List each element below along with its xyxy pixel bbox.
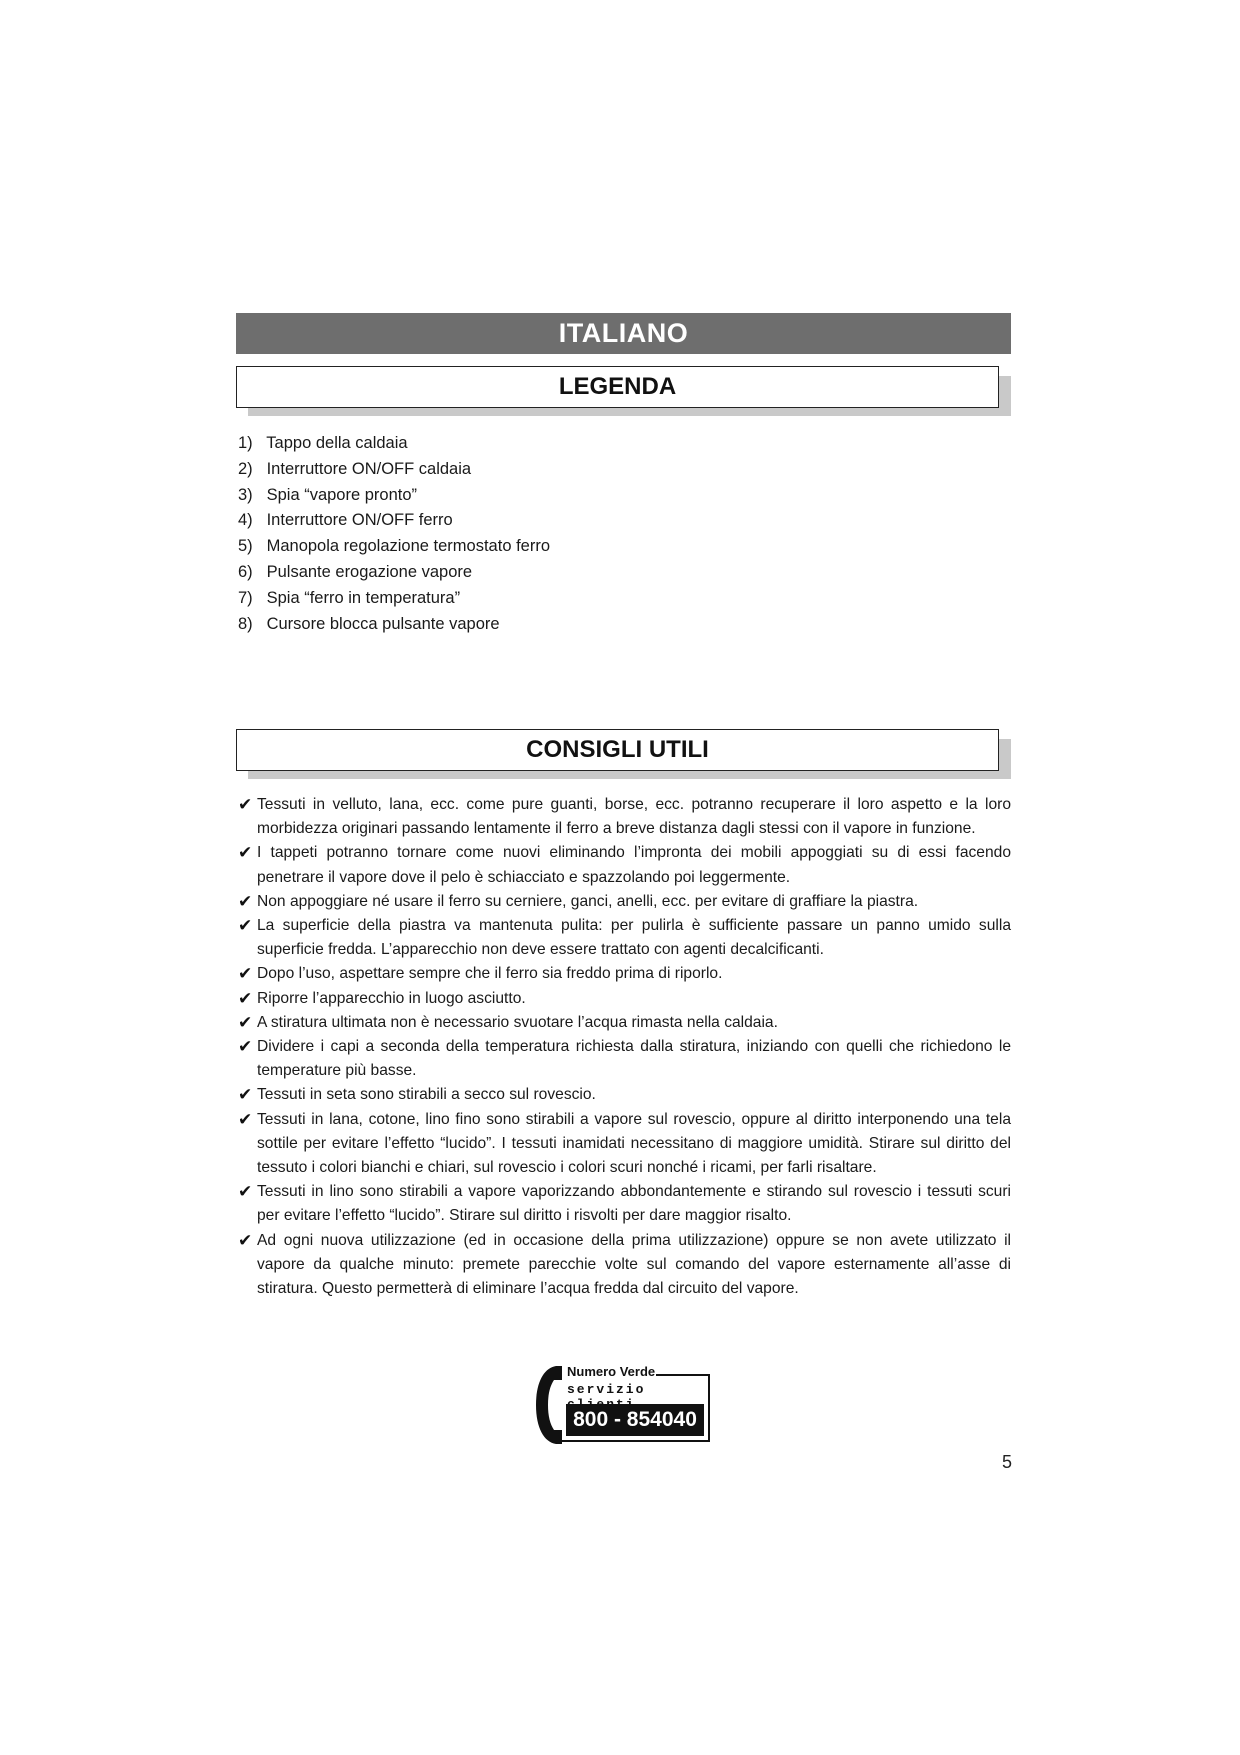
check-icon: ✔ <box>238 916 253 936</box>
check-icon: ✔ <box>238 1230 253 1250</box>
legend-list <box>238 431 550 637</box>
tip-text: Tessuti in lino sono stirabili a vapore vaporizzando abbondantemente e stirando sul rovescio i tessuti scuri per evitare l’effetto “lucido”. Stirare sul diritto i risvolti per dare maggior risalto. <box>257 1183 1011 1225</box>
hotline-title: Numero Verde <box>567 1364 656 1379</box>
legend-item-text: Interruttore ON/OFF ferro <box>266 511 453 530</box>
tip-text: Dopo l’uso, aspettare sempre che il ferro sia freddo prima di riporlo. <box>257 965 723 983</box>
check-icon: ✔ <box>238 1182 253 1202</box>
tip-text: Tessuti in lana, cotone, lino fino sono stirabili a vapore sul rovescio, oppure al diritto interponendo una tela sottile per evitare l’effetto “lucido”. I tessuti inamidati necessitano di maggiore umidità. Stirare sul diritto del tessuto i colori bianchi e chiari, sul rovescio i colori scuri nonché i ricami, per farli risaltare. <box>257 1110 1011 1177</box>
legend-item-number: 5) <box>238 537 253 556</box>
legend-item <box>238 508 550 534</box>
tip-text: Non appoggiare né usare il ferro su cerniere, ganci, anelli, ecc. per evitare di graffiare la piastra. <box>257 892 919 910</box>
legend-item-number: 8) <box>238 614 253 633</box>
language-header: ITALIANO <box>236 313 1011 354</box>
tip-text: I tappeti potranno tornare come nuovi eliminando l’impronta dei mobili appoggiati su di essi facendo penetrare il vapore dove il pelo è schiacciato e spazzolando poi leggermente. <box>257 844 1011 886</box>
legend-item <box>238 534 550 560</box>
tips-list <box>238 793 1011 1301</box>
legend-item-text: Interruttore ON/OFF caldaia <box>266 459 472 478</box>
legend-item-text: Spia “ferro in temperatura” <box>266 588 461 607</box>
tip-item <box>238 1035 1011 1083</box>
legend-item-number: 2) <box>238 459 253 478</box>
tip-item <box>238 793 1011 841</box>
check-icon: ✔ <box>238 1012 253 1032</box>
check-icon: ✔ <box>238 1037 253 1057</box>
check-icon: ✔ <box>238 795 253 814</box>
legend-item-text: Spia “vapore pronto” <box>266 485 418 504</box>
legend-item-number: 6) <box>238 562 253 581</box>
legend-item <box>238 612 550 638</box>
check-icon: ✔ <box>238 988 253 1008</box>
tip-text: Tessuti in velluto, lana, ecc. come pure guanti, borse, ecc. potranno recuperare il loro aspetto e la loro morbidezza originari passando lentamente il ferro a breve distanza dagli stessi con il vapore in funzione. <box>257 796 1011 838</box>
check-icon: ✔ <box>238 1085 253 1105</box>
legend-item <box>238 431 550 457</box>
tip-item <box>238 914 1011 962</box>
tip-text: Tessuti in seta sono stirabili a secco sul rovescio. <box>257 1086 596 1104</box>
legend-item-text: Cursore blocca pulsante vapore <box>266 614 500 633</box>
legend-item <box>238 586 550 612</box>
hotline-number: 800 - 854040 <box>566 1404 704 1436</box>
legend-item <box>238 560 550 586</box>
legend-item-number: 4) <box>238 511 253 530</box>
tips-title: CONSIGLI UTILI <box>236 729 999 771</box>
phone-handset-icon <box>534 1364 564 1446</box>
legend-section-header <box>236 366 1011 416</box>
legend-item-number: 3) <box>238 485 253 504</box>
hotline-top-rule <box>656 1374 710 1376</box>
tip-item <box>238 1229 1011 1302</box>
tip-item <box>238 987 1011 1011</box>
legend-item-number: 1) <box>238 434 253 452</box>
tip-text: Dividere i capi a seconda della temperatura richiesta dalla stiratura, iniziando con quelli che richiedono le temperature più basse. <box>257 1038 1011 1080</box>
legend-item-text: Pulsante erogazione vapore <box>266 562 473 581</box>
page-number: 5 <box>1001 1452 1012 1472</box>
tip-text: A stiratura ultimata non è necessario svuotare l’acqua rimasta nella caldaia. <box>257 1013 778 1031</box>
tips-section-header <box>236 729 1011 779</box>
tip-item <box>238 962 1011 986</box>
check-icon: ✔ <box>238 891 253 911</box>
tip-item <box>238 1083 1011 1107</box>
legend-item-text: Tappo della caldaia <box>266 434 408 452</box>
tip-text: La superficie della piastra va mantenuta pulita: per pulirla è sufficiente passare un panno umido sulla superficie fredda. L’apparecchio non deve essere trattato con agenti decalcificanti. <box>257 917 1011 959</box>
tip-item <box>238 841 1011 889</box>
tip-text: Riporre l’apparecchio in luogo asciutto. <box>257 989 526 1007</box>
legend-item <box>238 457 550 483</box>
legend-item <box>238 483 550 509</box>
hotline-subtitle: servizio <box>567 1382 646 1397</box>
check-icon: ✔ <box>238 964 253 984</box>
tip-item <box>238 1108 1011 1181</box>
tip-item <box>238 890 1011 914</box>
legend-item-text: Manopola regolazione termostato ferro <box>266 537 551 556</box>
tip-item <box>238 1180 1011 1228</box>
tip-text: Ad ogni nuova utilizzazione (ed in occasione della prima utilizzazione) oppure se non avete utilizzato il vapore da qualche minuto: premete parecchie volte sul comando del vapore esternamente all’asse di stiratura. Questo permetterà di eliminare l’acqua fredda dal circuito del vapore. <box>257 1231 1011 1298</box>
check-icon: ✔ <box>238 1109 253 1129</box>
legend-item-number: 7) <box>238 588 253 607</box>
check-icon: ✔ <box>238 843 253 863</box>
hotline-badge <box>534 1364 712 1446</box>
tip-item <box>238 1011 1011 1035</box>
legend-title: LEGENDA <box>236 366 999 408</box>
